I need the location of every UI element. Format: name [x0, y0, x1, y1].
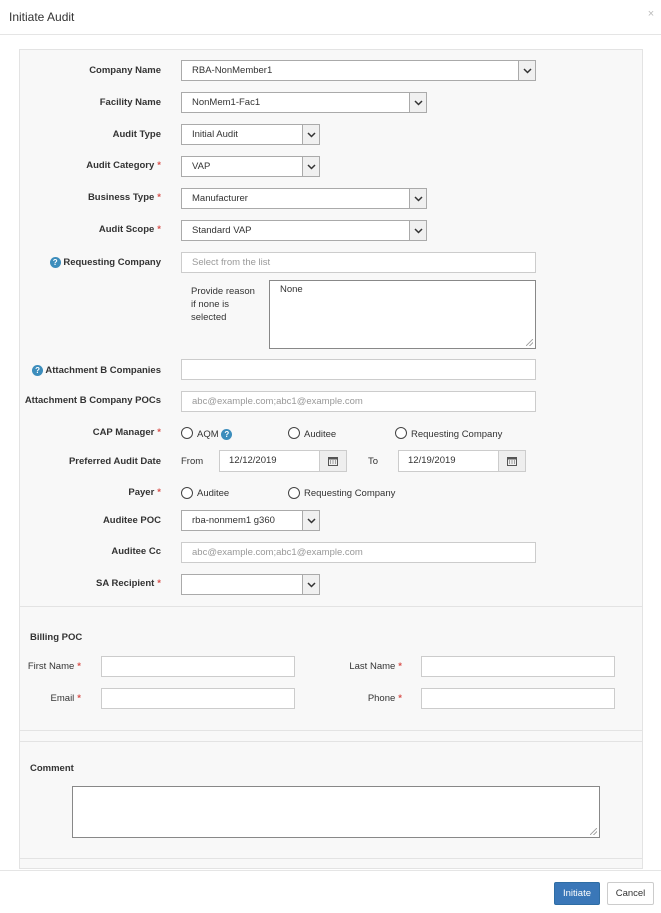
- resize-grip-icon[interactable]: [590, 828, 597, 835]
- header-divider: [0, 34, 661, 35]
- dialog-title: Initiate Audit: [9, 10, 75, 24]
- business-type-value: Manufacturer: [192, 193, 248, 204]
- company-name-value: RBA-NonMember1: [192, 65, 273, 76]
- chevron-down-icon: [302, 157, 319, 176]
- company-name-select[interactable]: [181, 60, 536, 81]
- email-input[interactable]: [101, 688, 295, 709]
- audit-category-select[interactable]: [181, 156, 320, 177]
- phone-input[interactable]: [421, 688, 615, 709]
- auditee-poc-value: rba-nonmem1 g360: [192, 515, 275, 526]
- facility-name-label: Facility Name: [99, 97, 161, 108]
- auditee-cc-label: Auditee Cc: [111, 546, 161, 557]
- attachment-b-pocs-label: Attachment B Company POCs: [24, 395, 161, 406]
- requesting-company-input[interactable]: [181, 252, 536, 273]
- required-marker: *: [77, 693, 81, 704]
- reason-label: Provide reason if none is selected: [191, 286, 255, 323]
- audit-type-select[interactable]: [181, 124, 320, 145]
- facility-name-select[interactable]: [181, 92, 427, 113]
- from-date-input[interactable]: [219, 450, 347, 472]
- cap-manager-label: CAP Manager *: [92, 427, 161, 438]
- auditee-poc-select[interactable]: [181, 510, 320, 531]
- sa-recipient-select[interactable]: [181, 574, 320, 595]
- chevron-down-icon: [302, 511, 319, 530]
- last-name-label: Last Name *: [349, 661, 402, 672]
- required-marker: *: [398, 661, 402, 672]
- email-label: Email *: [50, 693, 81, 704]
- reason-textarea[interactable]: [269, 280, 536, 349]
- chevron-down-icon: [518, 61, 535, 80]
- payer-auditee-radio[interactable]: [181, 487, 193, 499]
- phone-label: Phone *: [367, 693, 402, 704]
- requesting-company-placeholder: Select from the list: [192, 257, 271, 268]
- payer-requesting-radio[interactable]: [288, 487, 300, 499]
- from-label: From: [181, 456, 204, 467]
- to-label: To: [368, 456, 379, 467]
- cancel-button[interactable]: Cancel: [607, 882, 654, 905]
- to-date-value: 12/19/2019: [408, 455, 456, 466]
- calendar-icon[interactable]: [498, 451, 525, 471]
- required-marker: *: [157, 487, 161, 498]
- auditee-poc-label: Auditee POC: [102, 515, 161, 526]
- calendar-icon[interactable]: [319, 451, 346, 471]
- required-marker: *: [157, 578, 161, 589]
- to-date-input[interactable]: [398, 450, 526, 472]
- footer-divider: [0, 870, 661, 871]
- payer-auditee-label: Auditee: [197, 488, 230, 499]
- facility-name-value: NonMem1-Fac1: [192, 97, 261, 108]
- required-marker: *: [157, 224, 161, 235]
- audit-scope-label: Audit Scope *: [98, 224, 161, 235]
- audit-type-value: Initial Audit: [192, 129, 238, 140]
- audit-type-label: Audit Type: [112, 129, 161, 140]
- attachment-b-companies-label: ? Attachment B Companies: [32, 365, 161, 376]
- chevron-down-icon: [409, 221, 426, 240]
- audit-scope-select[interactable]: [181, 220, 427, 241]
- attachment-b-companies-input[interactable]: [181, 359, 536, 380]
- initiate-button[interactable]: Initiate: [554, 882, 600, 905]
- required-marker: *: [157, 427, 161, 438]
- sa-recipient-label: SA Recipient *: [96, 578, 161, 589]
- close-icon[interactable]: ×: [647, 8, 655, 20]
- attachment-b-pocs-input[interactable]: [181, 391, 536, 412]
- chevron-down-icon: [302, 125, 319, 144]
- preferred-date-label: Preferred Audit Date: [68, 456, 161, 467]
- required-marker: *: [157, 192, 161, 203]
- required-marker: *: [157, 160, 161, 171]
- from-date-value: 12/12/2019: [229, 455, 277, 466]
- payer-label: Payer *: [128, 487, 161, 498]
- company-name-label: Company Name: [89, 65, 161, 76]
- help-icon[interactable]: ?: [221, 429, 232, 440]
- attachment-b-pocs-placeholder: abc@example.com;abc1@example.com: [192, 396, 363, 407]
- reason-value: None: [280, 284, 303, 295]
- audit-category-value: VAP: [192, 161, 211, 172]
- auditee-cc-input[interactable]: [181, 542, 536, 563]
- required-marker: *: [77, 661, 81, 672]
- chevron-down-icon: [409, 189, 426, 208]
- cap-manager-requesting-radio[interactable]: [395, 427, 407, 439]
- cap-manager-aqm-radio[interactable]: [181, 427, 193, 439]
- help-icon[interactable]: ?: [32, 365, 43, 376]
- chevron-down-icon: [302, 575, 319, 594]
- cap-manager-requesting-label: Requesting Company: [411, 429, 503, 440]
- audit-category-label: Audit Category *: [86, 160, 161, 171]
- comment-heading: Comment: [30, 763, 74, 774]
- help-icon[interactable]: ?: [50, 257, 61, 268]
- requesting-company-label: ? Requesting Company: [50, 257, 161, 268]
- cap-manager-auditee-label: Auditee: [304, 429, 337, 440]
- auditee-cc-placeholder: abc@example.com;abc1@example.com: [192, 547, 363, 558]
- audit-scope-value: Standard VAP: [192, 225, 252, 236]
- first-name-input[interactable]: [101, 656, 295, 677]
- cap-manager-aqm-label: AQM ?: [197, 429, 232, 440]
- payer-requesting-label: Requesting Company: [304, 488, 396, 499]
- business-type-label: Business Type *: [87, 192, 161, 203]
- first-name-label: First Name *: [27, 661, 81, 672]
- billing-heading: Billing POC: [30, 632, 83, 643]
- comment-textarea[interactable]: [72, 786, 600, 838]
- cap-manager-auditee-radio[interactable]: [288, 427, 300, 439]
- required-marker: *: [398, 693, 402, 704]
- resize-grip-icon[interactable]: [526, 339, 533, 346]
- chevron-down-icon: [409, 93, 426, 112]
- business-type-select[interactable]: [181, 188, 427, 209]
- last-name-input[interactable]: [421, 656, 615, 677]
